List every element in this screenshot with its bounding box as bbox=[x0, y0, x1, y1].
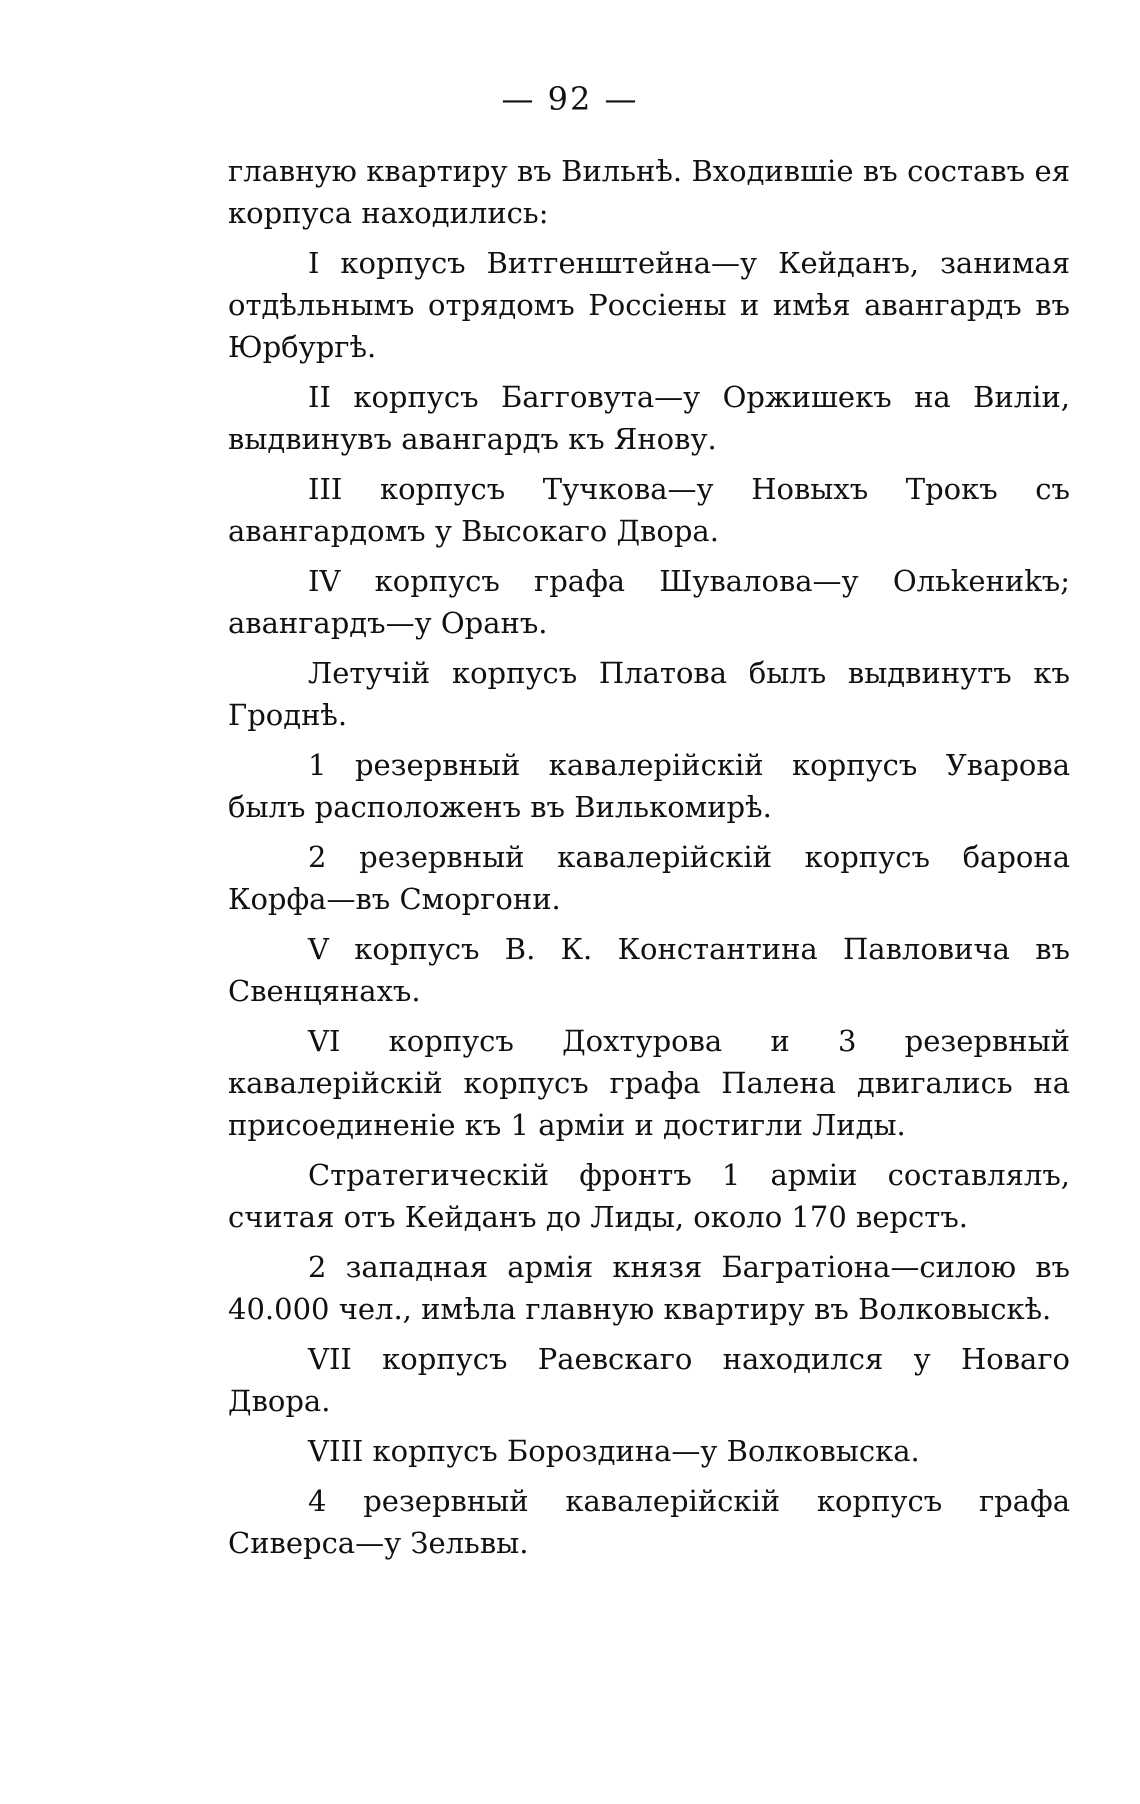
paragraph: III корпусъ Тучкова—у Новыхъ Трокъ съ авангардомъ у Высокаго Двора. bbox=[228, 472, 1070, 548]
paragraph: главную квартиру въ Вильнѣ. Входившіе въ составъ ея корпуса находились: bbox=[228, 154, 1070, 230]
paragraph: IV корпусъ графа Шувалова—у Ольkениkъ; авангардъ—у Оранъ. bbox=[228, 564, 1070, 640]
paragraph: VIII корпусъ Бороздина—у Волковыска. bbox=[308, 1434, 920, 1468]
paragraph: I корпусъ Витгенштейна—у Кейданъ, занимая отдѣльнымъ отрядомъ Россіены и имѣя авангардъ въ Юрбургѣ. bbox=[228, 246, 1070, 364]
paragraph: Летучій корпусъ Платова былъ выдвинутъ къ Гроднѣ. bbox=[228, 656, 1070, 732]
paragraph: 2 западная армія князя Багратіона—силою въ 40.000 чел., имѣла главную квартиру въ Волковыскѣ. bbox=[228, 1250, 1070, 1326]
paragraph: 2 резервный кавалерійскій корпусъ барона Корфа—въ Сморгони. bbox=[228, 840, 1070, 916]
page-text bbox=[228, 150, 1070, 1572]
paragraph: 1 резервный кавалерійскій корпусъ Уварова былъ расположенъ въ Вилькомирѣ. bbox=[228, 748, 1070, 824]
paragraph: 4 резервный кавалерійскій корпусъ графа Сиверса—у Зельвы. bbox=[228, 1484, 1070, 1560]
paragraph: II корпусъ Багговута—у Оржишекъ на Виліи, выдвинувъ авангардъ къ Янову. bbox=[228, 380, 1070, 456]
paragraph: Стратегическій фронтъ 1 арміи составлялъ, считая отъ Кейданъ до Лиды, около 170 верстъ. bbox=[228, 1158, 1070, 1234]
paragraph: V корпусъ В. К. Константина Павловича въ Свенцянахъ. bbox=[228, 932, 1070, 1008]
paragraph: VI корпусъ Дохтурова и 3 резервный кавалерійскій корпусъ графа Палена двигались на присоединеніе къ 1 арміи и достигли Лиды. bbox=[228, 1024, 1070, 1142]
paragraph: VII корпусъ Раевскаго находился у Новаго Двора. bbox=[228, 1342, 1070, 1418]
page-number: — 92 — bbox=[501, 80, 639, 118]
